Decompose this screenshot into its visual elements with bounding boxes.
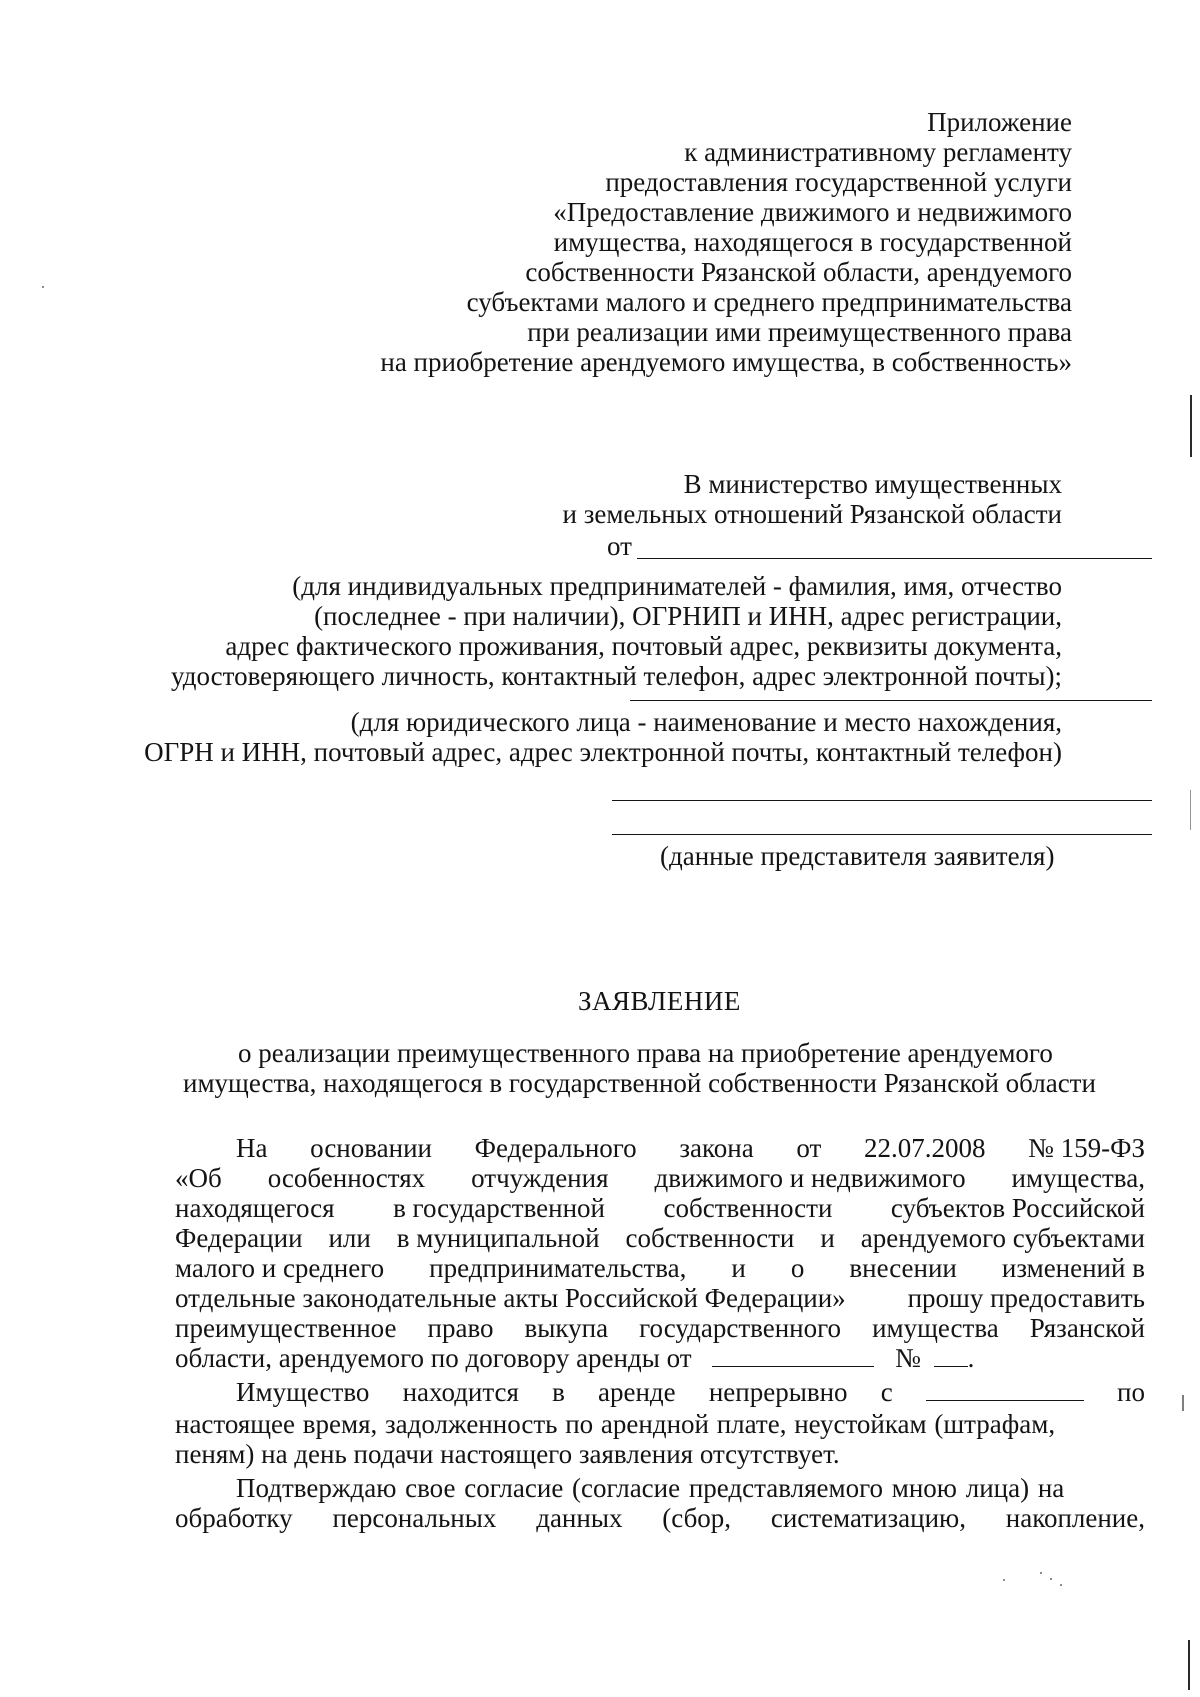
body-line: области, арендуемого по договору аренды от № . [175, 1343, 975, 1373]
header-line: предоставления государственной услуги [605, 167, 1072, 197]
individual-note-line: удостоверяющего личность, контактный телефон, адрес электронной почты); [170, 661, 1062, 691]
body-line: малого и среднего предпринимательства, и о внесении изменений в [175, 1253, 1145, 1283]
header-line: Приложение [927, 107, 1072, 137]
scan-speck [1060, 1584, 1062, 1586]
representative-note: (данные представителя заявителя) [660, 841, 1055, 871]
scan-edge-mark [1190, 395, 1192, 457]
body-line: пеням) на день подачи настоящего заявления отсутствует. [175, 1439, 840, 1469]
lease-number-blank [934, 1342, 968, 1367]
body-text: области, арендуемого по договору аренды от [175, 1343, 692, 1373]
individual-note-line: (последнее - при наличии), ОГРНИП и ИНН, адрес регистрации, [314, 601, 1062, 631]
scan-edge-mark [1190, 790, 1191, 830]
document-subtitle-line: о реализации преимущественного права на приобретение арендуемого [238, 1038, 1053, 1068]
legal-blank-line [630, 700, 1152, 701]
legal-note-line: (для юридического лица - наименование и место нахождения, [350, 707, 1062, 737]
individual-note-line: адрес фактического проживания, почтовый адрес, реквизиты документа, [225, 631, 1062, 661]
header-line: имущества, находящегося в государственной [553, 227, 1072, 257]
body-line: На основании Федерального закона от 22.07.2008 № 159-ФЗ [236, 1133, 1145, 1163]
body-line: настоящее время, задолженность по арендной плате, неустойкам (штрафам, [175, 1409, 1056, 1439]
scan-speck [1040, 1572, 1042, 1574]
body-line: отдельные законодательные акты Российской Федерации» прошу предоставить [175, 1283, 1145, 1313]
document-title: ЗАЯВЛЕНИЕ [578, 986, 741, 1016]
representative-blank-line-2 [612, 834, 1152, 835]
from-blank-line [637, 558, 1152, 559]
scan-edge-mark [1188, 1640, 1190, 1690]
individual-note-line: (для индивидуальных предпринимателей - фамилия, имя, отчество [292, 571, 1062, 601]
header-line: «Предоставление движимого и недвижимого [553, 197, 1072, 227]
header-line: на приобретение арендуемого имущества, в собственность» [380, 347, 1072, 377]
legal-note-line: ОГРН и ИНН, почтовый адрес, адрес электронной почты, контактный телефон) [144, 737, 1062, 767]
addressee-line: В министерство имущественных [683, 469, 1062, 499]
body-line: Подтверждаю свое согласие (согласие представляемого мною лица) на [236, 1473, 1065, 1503]
lease-date-blank [712, 1342, 874, 1367]
addressee-line: и земельных отношений Рязанской области [562, 499, 1062, 529]
document-subtitle-line: имущества, находящегося в государственной собственности Рязанской области [183, 1068, 1096, 1098]
header-line: субъектами малого и среднего предпринимательства [466, 287, 1072, 317]
header-line: к административному регламенту [684, 137, 1072, 167]
body-line: «Об особенностях отчуждения движимого и недвижимого имущества, [175, 1163, 1145, 1193]
number-sign: № [895, 1343, 921, 1373]
scan-speck [1050, 1578, 1052, 1580]
body-line: Федерации или в муниципальной собственности и арендуемого субъектами [175, 1223, 1145, 1253]
scan-speck [1003, 1579, 1005, 1581]
from-label: от [607, 531, 632, 561]
header-line: собственности Рязанской области, арендуемого [525, 257, 1072, 287]
body-line: находящегося в государственной собственности субъектов Российской [175, 1193, 1145, 1223]
body-line: преимущественное право выкупа государственного имущества Рязанской [175, 1313, 1145, 1343]
scan-edge-mark [1182, 1395, 1184, 1411]
header-line: при реализации ими преимущественного права [527, 317, 1072, 347]
body-line: обработку персональных данных (сбор, систематизацию, накопление, [175, 1503, 1145, 1533]
body-line: Имущество находится в аренде непрерывно с по [236, 1377, 1145, 1407]
scan-speck [42, 286, 44, 288]
lease-start-blank [926, 1376, 1084, 1401]
representative-blank-line-1 [612, 800, 1152, 801]
